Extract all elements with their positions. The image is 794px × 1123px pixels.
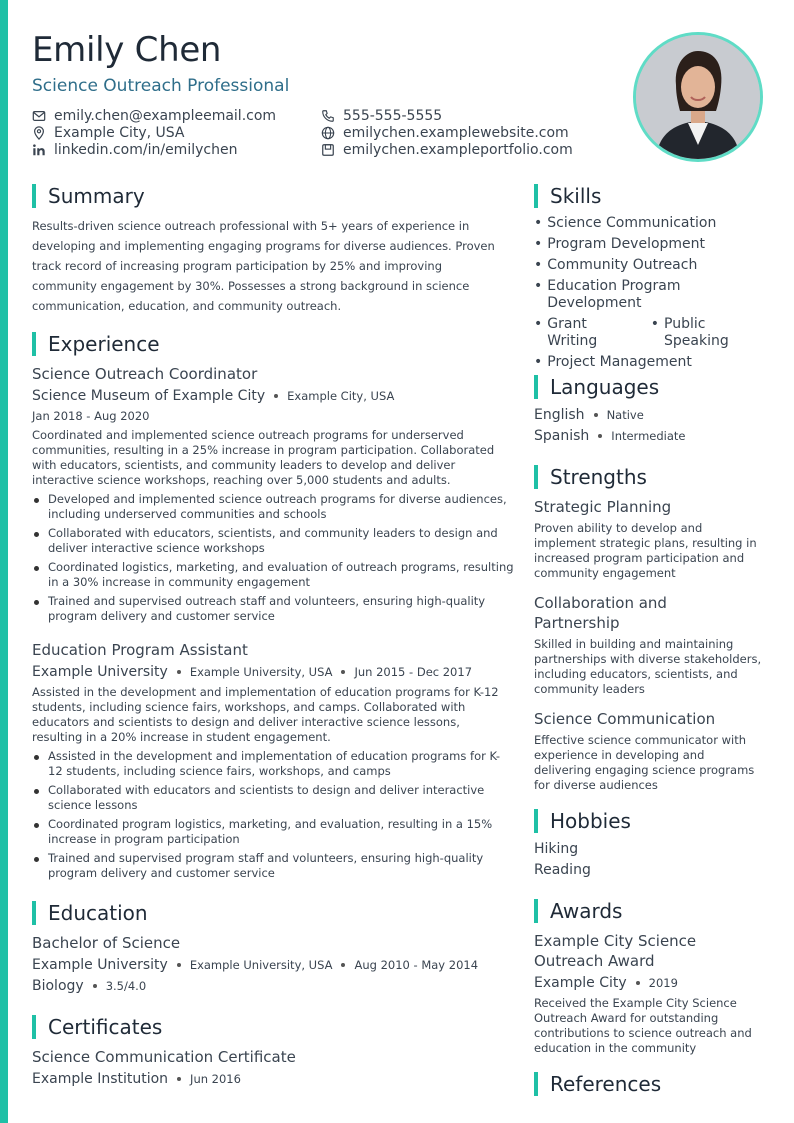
skills-accent-bar: [534, 184, 538, 208]
language-level: Native: [606, 408, 644, 422]
languages-heading: [534, 375, 659, 399]
separator-dot: [598, 434, 602, 438]
list-item: Coordinated logistics, marketing, and evaluation of outreach programs, resulting in a 30% increase in community engagement: [32, 560, 514, 590]
certificate-name: Science Communication Certificate: [32, 1048, 296, 1066]
list-item: Trained and supervised program staff and volunteers, ensuring high-quality program delivery and customer service: [32, 851, 514, 881]
skills-row: [534, 316, 774, 354]
hobby-item: Hiking: [534, 841, 579, 857]
summary-line: communication, education, and community outreach.: [32, 299, 342, 313]
education-school: Example University: [32, 957, 168, 973]
hobbies-heading: [534, 809, 631, 833]
certificate-date: Jun 2016: [190, 1072, 241, 1086]
contact-website[interactable]: [321, 125, 569, 141]
summary-text: [32, 216, 512, 316]
language-name: English: [534, 407, 585, 423]
separator-dot: [177, 963, 181, 967]
hobbies-accent-bar: [534, 809, 538, 833]
hobbies-title: Hobbies: [550, 809, 631, 833]
skill-label: Education Program Development: [547, 278, 681, 311]
location-pin-icon: [32, 126, 46, 140]
contact-email[interactable]: [32, 108, 276, 124]
separator-dot: [177, 670, 181, 674]
experience-title: Experience: [48, 332, 160, 356]
accent-bar: [0, 0, 8, 1123]
education-field: Biology: [32, 978, 84, 994]
language-item: [534, 407, 644, 423]
job-2-bullets: [32, 749, 514, 885]
certificate-issuer: Example Institution: [32, 1071, 169, 1087]
skill-item: • Project Management: [534, 354, 692, 370]
summary-heading: [32, 184, 145, 208]
languages-accent-bar: [534, 375, 538, 399]
skills-heading: [534, 184, 601, 208]
strength-title: Strategic Planning: [534, 498, 672, 516]
summary-line: developing and implementing engaging programs for diverse audiences. Proven: [32, 239, 495, 253]
separator-dot: [341, 963, 345, 967]
skill-label: Program Development: [547, 236, 706, 252]
education-degree: Bachelor of Science: [32, 934, 181, 952]
experience-heading: [32, 332, 160, 356]
skills-list: [534, 215, 774, 375]
skill-label: Grant Writing: [547, 316, 598, 349]
summary-line: community engagement by 30%. Possesses a strong background in science: [32, 279, 470, 293]
strength-title: Science Communication: [534, 710, 716, 728]
certificates-accent-bar: [32, 1015, 36, 1039]
award-description: Received the Example City Science Outreach Award for outstanding contributions to science outreach and education in the community: [534, 996, 752, 1055]
skill-item: • Science Communication: [534, 215, 717, 231]
certificate-issuer-line: [32, 1071, 241, 1087]
portfolio-icon: [321, 143, 335, 157]
contact-phone[interactable]: [321, 108, 442, 124]
summary-line: Results-driven science outreach professional with 5+ years of experience in: [32, 219, 470, 233]
summary-title: Summary: [48, 184, 145, 208]
person-avatar-icon: [636, 35, 760, 159]
list-item: Assisted in the development and implementation of education programs for K-12 students, including science fairs, workshops, and camps: [32, 749, 514, 779]
contact-phone-text: 555-555-5555: [343, 108, 443, 124]
list-item: Developed and implemented science outreach programs for diverse audiences, including underserved communities and schools: [32, 492, 514, 522]
separator-dot: [274, 394, 278, 398]
skill-label: Public Speaking: [664, 316, 729, 349]
language-name: Spanish: [534, 428, 590, 444]
language-level: Intermediate: [611, 429, 686, 443]
references-title: References: [550, 1072, 662, 1096]
summary-line: track record of increasing program participation by 25% and improving: [32, 259, 443, 273]
separator-dot: [636, 981, 640, 985]
awards-heading: [534, 899, 622, 923]
strength-description: Effective science communicator with experience in developing and delivering engaging science programs for diverse audiences: [534, 733, 755, 792]
skills-title: Skills: [550, 184, 602, 208]
contact-linkedin-text: linkedin.com/in/emilychen: [54, 142, 238, 158]
languages-title: Languages: [550, 375, 660, 399]
job-2-title: Education Program Assistant: [32, 641, 248, 659]
contact-portfolio-text: emilychen.exampleportfolio.com: [343, 142, 573, 158]
education-location: Example University, USA: [189, 958, 333, 972]
job-2-dates: Jun 2015 - Dec 2017: [354, 665, 473, 679]
envelope-icon: [32, 109, 46, 123]
contact-location-text: Example City, USA: [54, 125, 185, 141]
language-item: [534, 428, 686, 444]
strength-title: Collaboration and Partnership: [534, 594, 667, 632]
list-item: Coordinated program logistics, marketing, and evaluation, resulting in a 15% increase in program participation: [32, 817, 514, 847]
award-name: Example City Science Outreach Award: [534, 932, 697, 970]
phone-icon: [321, 109, 335, 123]
separator-dot: [341, 670, 345, 674]
skill-item: • Program Development: [534, 236, 706, 252]
education-title: Education: [48, 901, 148, 925]
job-2-org: Example University: [32, 664, 168, 680]
award-issuer: Example City: [534, 975, 627, 991]
job-2-org-line: [32, 664, 472, 680]
globe-icon: [321, 126, 335, 140]
job-1-title: Science Outreach Coordinator: [32, 365, 258, 383]
strength-description: Skilled in building and maintaining partnerships with diverse stakeholders, including educators, scientists, and community leaders: [534, 637, 762, 696]
education-dates: Aug 2010 - May 2014: [354, 958, 479, 972]
job-2-description: Assisted in the development and implementation of education programs for K-12 students, including science fairs, workshops, and camps. Collaborated with educators and scientists to design and deliver interactive science lessons, resulting in a 20% increase in student engagement.: [32, 685, 499, 744]
list-item: Collaborated with educators, scientists, and community leaders to design and deliver interactive science workshops: [32, 526, 514, 556]
skill-label: Science Communication: [547, 215, 717, 231]
candidate-role: Science Outreach Professional: [32, 76, 290, 96]
experience-accent-bar: [32, 332, 36, 356]
contact-linkedin[interactable]: [32, 142, 237, 158]
profile-photo: [633, 32, 763, 162]
job-1-org-line: [32, 388, 394, 404]
separator-dot: [93, 984, 97, 988]
strengths-title: Strengths: [550, 465, 647, 489]
references-accent-bar: [534, 1072, 538, 1096]
contact-location: [32, 125, 185, 141]
education-field-line: [32, 978, 146, 994]
strength-description: Proven ability to develop and implement strategic plans, resulting in increased program participation and community engagement: [534, 521, 757, 580]
education-school-line: [32, 957, 478, 973]
skill-item: • Grant Writing: [534, 316, 641, 350]
job-1-bullets: [32, 492, 514, 628]
contact-email-text: emily.chen@exampleemail.com: [54, 108, 277, 124]
job-1-location: Example City, USA: [287, 389, 395, 403]
separator-dot: [177, 1077, 181, 1081]
list-item: Trained and supervised outreach staff and volunteers, ensuring high-quality program delivery and customer service: [32, 594, 514, 624]
contact-website-text: emilychen.examplewebsite.com: [343, 125, 569, 141]
skill-label: Project Management: [547, 354, 692, 370]
candidate-name: Emily Chen: [32, 30, 222, 70]
list-item: Collaborated with educators and scientists to design and deliver interactive science lessons: [32, 783, 514, 813]
job-1-dates: Jan 2018 - Aug 2020: [32, 409, 150, 423]
award-year: 2019: [648, 976, 678, 990]
separator-dot: [594, 413, 598, 417]
contact-portfolio[interactable]: [321, 142, 573, 158]
education-heading: [32, 901, 148, 925]
certificates-title: Certificates: [48, 1015, 163, 1039]
awards-title: Awards: [550, 899, 623, 923]
strengths-heading: [534, 465, 647, 489]
education-gpa: 3.5/4.0: [105, 979, 147, 993]
job-1-description: Coordinated and implemented science outreach programs for underserved communities, resulting in a 25% increase in program participation. Collaborated with educators, scientists, and community leaders to develop and deliver interactive science workshops, reaching over 5,000 students and adults.: [32, 428, 495, 487]
job-1-org: Science Museum of Example City: [32, 388, 266, 404]
awards-accent-bar: [534, 899, 538, 923]
hobby-item: Reading: [534, 862, 591, 878]
skill-item: • Community Outreach: [534, 257, 698, 273]
skill-label: Community Outreach: [547, 257, 698, 273]
education-accent-bar: [32, 901, 36, 925]
references-heading: [534, 1072, 661, 1096]
skill-item: • Public Speaking: [651, 316, 774, 350]
skill-item: • Education Program Development: [534, 278, 774, 312]
summary-accent-bar: [32, 184, 36, 208]
award-issuer-line: [534, 975, 678, 991]
linkedin-icon: [32, 143, 46, 157]
strengths-accent-bar: [534, 465, 538, 489]
job-2-location: Example University, USA: [189, 665, 333, 679]
certificates-heading: [32, 1015, 162, 1039]
